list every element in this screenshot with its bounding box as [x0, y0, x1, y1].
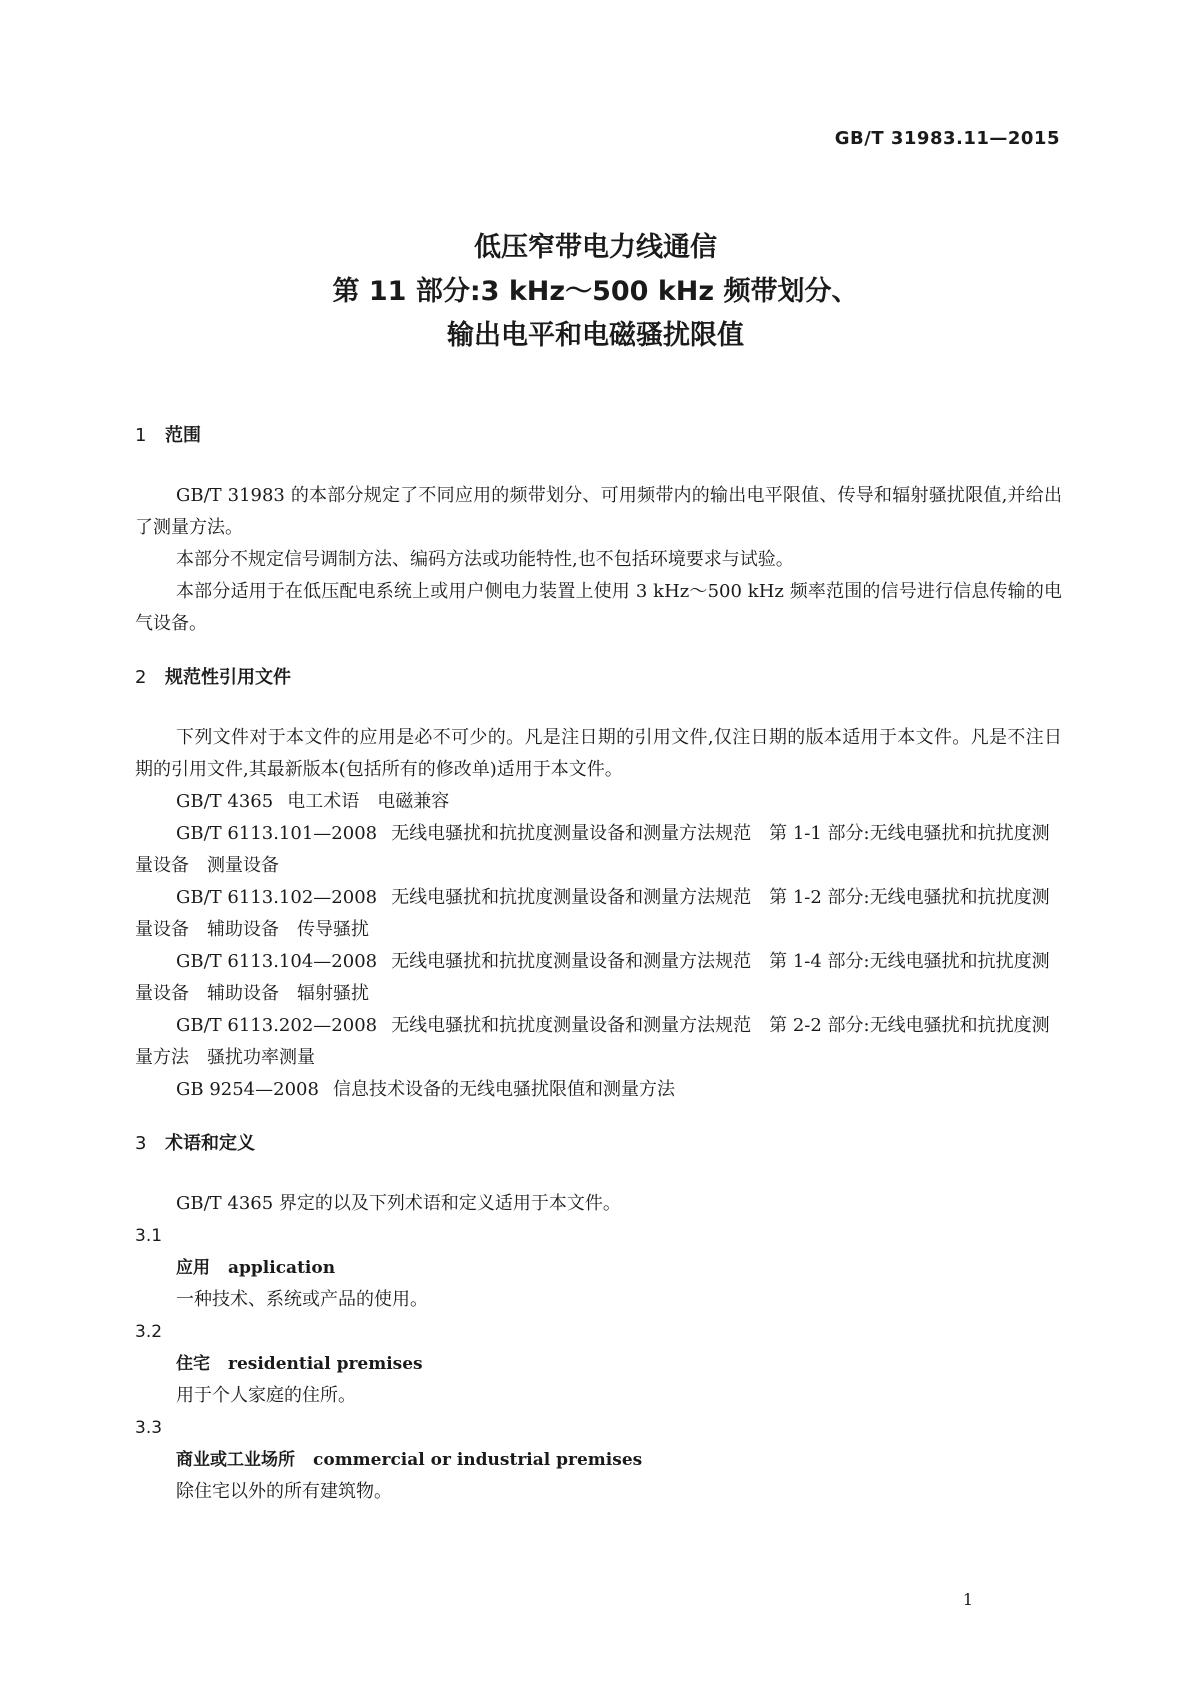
section-1-heading — [135, 420, 1062, 452]
section-3-heading — [135, 1128, 1062, 1160]
term-name-zh: 应用 — [176, 1258, 210, 1278]
term-name — [135, 1348, 1062, 1380]
title-line-1: 低压窄带电力线通信 — [474, 232, 717, 263]
section-number: 2 — [135, 667, 147, 688]
term-name-en: application — [228, 1258, 336, 1278]
reference-item — [135, 818, 1062, 882]
reference-item — [135, 786, 1062, 818]
term-name — [135, 1444, 1062, 1476]
normative-refs-intro: 下列文件对于本文件的应用是必不可少的。凡是注日期的引用文件,仅注日期的版本适用于本文件。凡是不注日期的引用文件,其最新版本(包括所有的修改单)适用于本文件。 — [135, 727, 1062, 780]
scope-paragraph-3: 本部分适用于在低压配电系统上或用户侧电力装置上使用 3 kHz～500 kHz 频率范围的信号进行信息传输的电气设备。 — [135, 581, 1062, 634]
section-title: 范围 — [165, 425, 201, 446]
reference-item — [135, 1010, 1062, 1074]
reference-title: 无线电骚扰和抗扰度测量设备和测量方法规范 第 1-2 部分:无线电骚扰和抗扰度测量设备 辅助设备 传导骚扰 — [135, 887, 1050, 940]
section-number: 3 — [135, 1133, 147, 1154]
section-title: 规范性引用文件 — [165, 667, 291, 688]
reference-item — [135, 946, 1062, 1010]
reference-code: GB/T 6113.101—2008 — [176, 823, 378, 844]
term-name-en: commercial or industrial premises — [313, 1450, 643, 1470]
term-name-en: residential premises — [228, 1354, 423, 1374]
reference-code: GB/T 4365 — [176, 791, 274, 812]
terms-intro: GB/T 4365 界定的以及下列术语和定义适用于本文件。 — [176, 1193, 621, 1214]
scope-paragraph-1: GB/T 31983 的本部分规定了不同应用的频带划分、可用频带内的输出电平限值、传导和辐射骚扰限值,并给出了测量方法。 — [135, 485, 1062, 538]
title-line-3: 输出电平和电磁骚扰限值 — [447, 320, 744, 351]
term-definition: 用于个人家庭的住所。 — [176, 1385, 356, 1406]
scope-paragraph-2: 本部分不规定信号调制方法、编码方法或功能特性,也不包括环境要求与试验。 — [176, 549, 794, 570]
document-title — [0, 226, 1191, 358]
term-definition: 一种技术、系统或产品的使用。 — [176, 1289, 428, 1310]
reference-title: 无线电骚扰和抗扰度测量设备和测量方法规范 第 1-4 部分:无线电骚扰和抗扰度测量设备 辅助设备 辐射骚扰 — [135, 951, 1050, 1004]
term-number: 3.2 — [135, 1322, 163, 1342]
document-body — [135, 420, 1062, 1508]
title-line-2: 第 11 部分:3 kHz～500 kHz 频带划分、 — [332, 276, 859, 307]
reference-title: 无线电骚扰和抗扰度测量设备和测量方法规范 第 1-1 部分:无线电骚扰和抗扰度测量设备 测量设备 — [135, 823, 1050, 876]
page-number: 1 — [962, 1590, 973, 1609]
reference-code: GB/T 6113.104—2008 — [176, 951, 378, 972]
term-name-zh: 住宅 — [176, 1354, 210, 1374]
term-number: 3.1 — [135, 1226, 163, 1246]
standard-number: GB/T 31983.11—2015 — [834, 128, 1060, 149]
term-name-zh: 商业或工业场所 — [176, 1450, 295, 1470]
term-number: 3.3 — [135, 1418, 163, 1438]
section-number: 1 — [135, 425, 147, 446]
reference-title: 无线电骚扰和抗扰度测量设备和测量方法规范 第 2-2 部分:无线电骚扰和抗扰度测量方法 骚扰功率测量 — [135, 1015, 1050, 1068]
reference-item — [135, 882, 1062, 946]
reference-item — [135, 1074, 1062, 1106]
section-title: 术语和定义 — [165, 1133, 255, 1154]
reference-code: GB/T 6113.102—2008 — [176, 887, 378, 908]
term-name — [135, 1252, 1062, 1284]
section-2-heading — [135, 662, 1062, 694]
reference-code: GB/T 6113.202—2008 — [176, 1015, 378, 1036]
reference-code: GB 9254—2008 — [176, 1079, 319, 1100]
reference-title: 电工术语 电磁兼容 — [287, 791, 450, 812]
reference-title: 信息技术设备的无线电骚扰限值和测量方法 — [332, 1079, 675, 1100]
term-definition: 除住宅以外的所有建筑物。 — [176, 1481, 392, 1502]
